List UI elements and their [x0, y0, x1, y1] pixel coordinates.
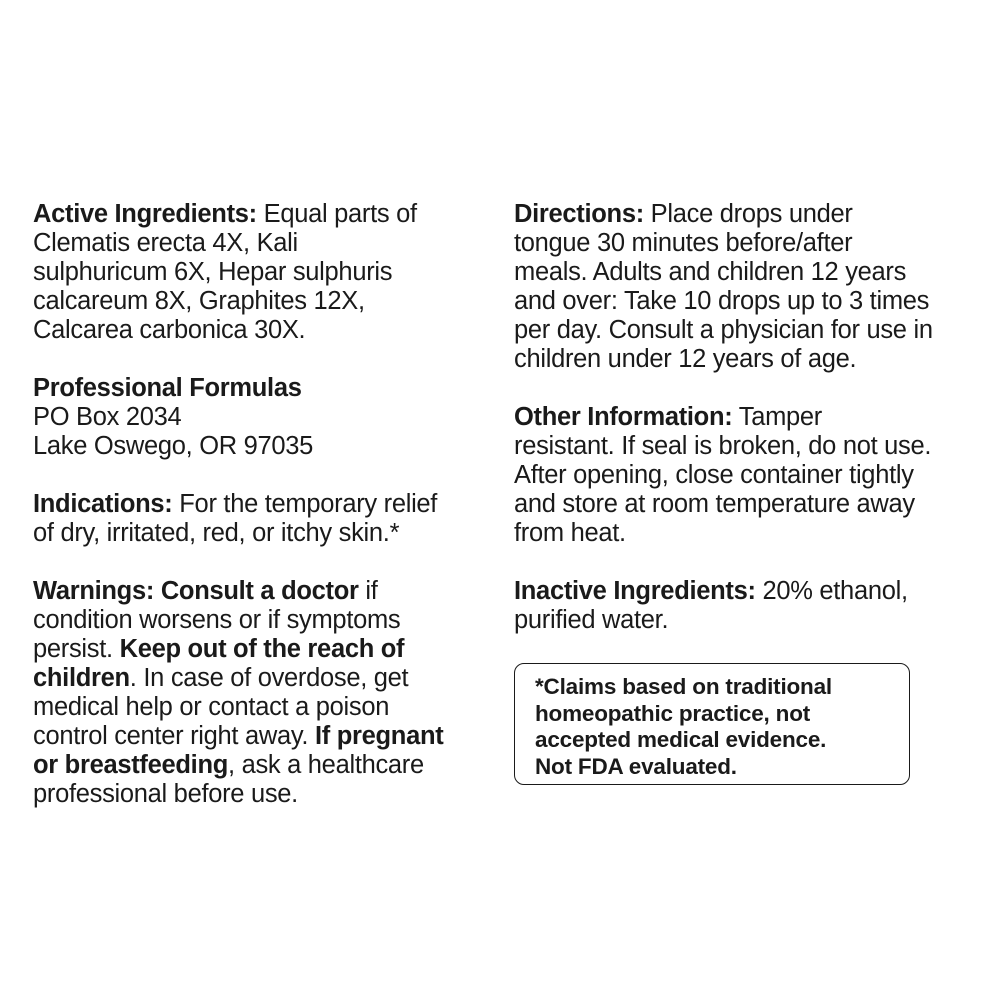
directions-section: Directions: Place drops under tongue 30 minutes before/after meals. Adults and children 12 years and over: Take 10 drops up to 3 times per day. Consult a physician for use in children under 12 years of age. [514, 200, 933, 373]
right-column [514, 200, 984, 635]
manufacturer-address-line2: Lake Oswego, OR 97035 [33, 432, 314, 460]
inactive-ingredients-heading: Inactive Ingredients: [514, 577, 756, 605]
warnings-heading: Warnings: [33, 577, 161, 605]
inactive-ingredients-section: Inactive Ingredients: 20% ethanol, purified water. [514, 577, 908, 634]
left-column [33, 200, 503, 809]
manufacturer-name: Professional Formulas [33, 374, 302, 402]
directions-heading: Directions: [514, 200, 644, 228]
other-information-section: Other Information: Tamper resistant. If seal is broken, do not use. After opening, close container tightly and store at room temperature away from heat. [514, 403, 932, 547]
other-information-heading: Other Information: [514, 403, 733, 431]
manufacturer-section [33, 374, 503, 461]
indications-section: Indications: For the temporary relief of dry, irritated, red, or itchy skin.* [33, 490, 438, 547]
manufacturer-address-line1: PO Box 2034 [33, 403, 182, 431]
active-ingredients-section: Active Ingredients: Equal parts of Clematis erecta 4X, Kali sulphuricum 6X, Hepar sulphuris calcareum 8X, Graphites 12X, Calcarea carbonica 30X. [33, 200, 417, 344]
warnings-section: Warnings: Consult a doctor if condition worsens or if symptoms persist. Keep out of the reach of children. In case of overdose, get medical help or contact a poison control center right away. If pregnant or breastfeeding, ask a healthcare professional before use. [33, 577, 444, 808]
indications-heading: Indications: [33, 490, 173, 518]
active-ingredients-heading: Active Ingredients: [33, 200, 257, 228]
claims-disclaimer-box: *Claims based on traditional homeopathic practice, not accepted medical evidence. Not FDA evaluated. [514, 663, 910, 785]
